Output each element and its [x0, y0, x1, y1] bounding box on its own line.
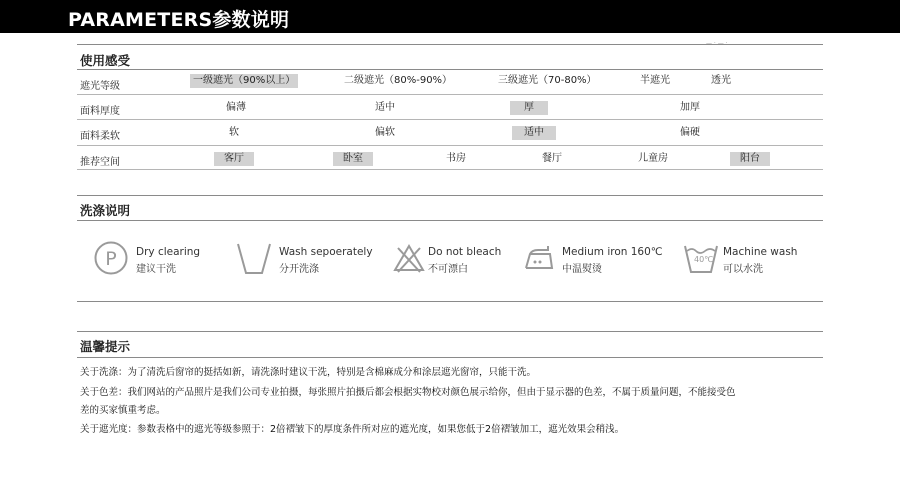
row-divider — [77, 145, 823, 146]
divider — [77, 195, 823, 196]
divider — [77, 220, 823, 221]
shading-option: 半遮光 — [640, 75, 670, 86]
care-item-no-bleach — [392, 240, 512, 280]
wash-basin-icon — [235, 240, 273, 276]
thickness-option: 适中 — [375, 102, 395, 113]
care-label-en: Do not bleach — [428, 246, 502, 258]
space-option: 餐厅 — [542, 153, 562, 164]
dry-clean-icon — [93, 240, 129, 276]
space-option: 书房 — [446, 153, 466, 164]
tip-line: 关于色差：我们网站的产品照片是我们公司专业拍摄，每张照片拍摄后都会根据实物校对颜色展示给你，但由于显示器的色差，不属于质量问题，不能接受色 — [80, 387, 736, 398]
care-label-en: Wash sepoerately — [279, 246, 373, 258]
softness-option-selected: 适中 — [512, 126, 556, 140]
care-item-wash-separately — [235, 240, 380, 280]
care-label-cn: 中温熨烫 — [562, 264, 602, 275]
page-title: PARAMETERS参数说明 — [68, 9, 290, 31]
care-label-en: Medium iron 160℃ — [562, 246, 663, 258]
wash-temp-label: 40℃ — [694, 255, 714, 264]
row-divider — [77, 94, 823, 95]
care-label-cn: 建议干洗 — [136, 264, 176, 275]
shading-option: 二级遮光（80%-90%） — [344, 75, 453, 86]
thickness-option: 加厚 — [680, 102, 700, 113]
softness-option: 偏软 — [375, 127, 395, 138]
page-header — [0, 0, 900, 33]
thickness-option-selected: 厚 — [510, 101, 548, 115]
divider — [77, 301, 823, 302]
space-option-selected: 客厅 — [214, 152, 254, 166]
space-option-selected: 阳台 — [730, 152, 770, 166]
row-label-softness: 面料柔软 — [80, 131, 120, 142]
faint-mark: — · — · — [706, 40, 728, 47]
row-divider — [77, 119, 823, 120]
tips-title: 温馨提示 — [80, 339, 131, 354]
care-item-machine-wash — [683, 240, 813, 280]
tip-line: 差的买家慎重考虑。 — [80, 405, 166, 416]
care-item-dry-clean — [93, 240, 213, 280]
care-label-cn: 不可漂白 — [428, 264, 468, 275]
care-label-en: Machine wash — [723, 246, 798, 258]
no-bleach-icon — [392, 240, 426, 274]
shading-option: 三级遮光（70-80%） — [498, 75, 597, 86]
divider — [77, 357, 823, 358]
row-label-space: 推荐空间 — [80, 157, 120, 168]
row-divider — [77, 169, 823, 170]
softness-option: 软 — [229, 127, 239, 138]
divider — [77, 331, 823, 332]
tip-line: 关于遮光度：参数表格中的遮光等级参照于：2倍褶皱下的厚度条件所对应的遮光度，如果您低于2倍褶皱加工，遮光效果会稍浅。 — [80, 424, 625, 435]
care-label-en: Dry clearing — [136, 246, 201, 258]
iron-icon — [522, 240, 556, 274]
thickness-option: 偏薄 — [226, 102, 246, 113]
care-label-cn: 可以水洗 — [723, 264, 763, 275]
svg-text:P: P — [105, 248, 117, 270]
space-option: 儿童房 — [638, 153, 668, 164]
divider — [77, 69, 823, 70]
care-item-iron — [522, 240, 672, 280]
shading-option-selected: 一级遮光（90%以上） — [190, 74, 298, 88]
softness-option: 偏硬 — [680, 127, 700, 138]
shading-option: 透光 — [711, 75, 731, 86]
divider — [77, 44, 823, 45]
care-label-cn: 分开洗涤 — [279, 264, 319, 275]
experience-title: 使用感受 — [80, 53, 131, 68]
row-label-shading: 遮光等级 — [80, 81, 120, 92]
tip-line: 关于洗涤：为了清洗后窗帘的挺括如新，请洗涤时建议干洗，特别是含棉麻成分和涂层遮光窗帘，只能干洗。 — [80, 367, 537, 378]
space-option-selected: 卧室 — [333, 152, 373, 166]
row-label-thickness: 面料厚度 — [80, 106, 120, 117]
washing-title: 洗涤说明 — [80, 203, 131, 218]
